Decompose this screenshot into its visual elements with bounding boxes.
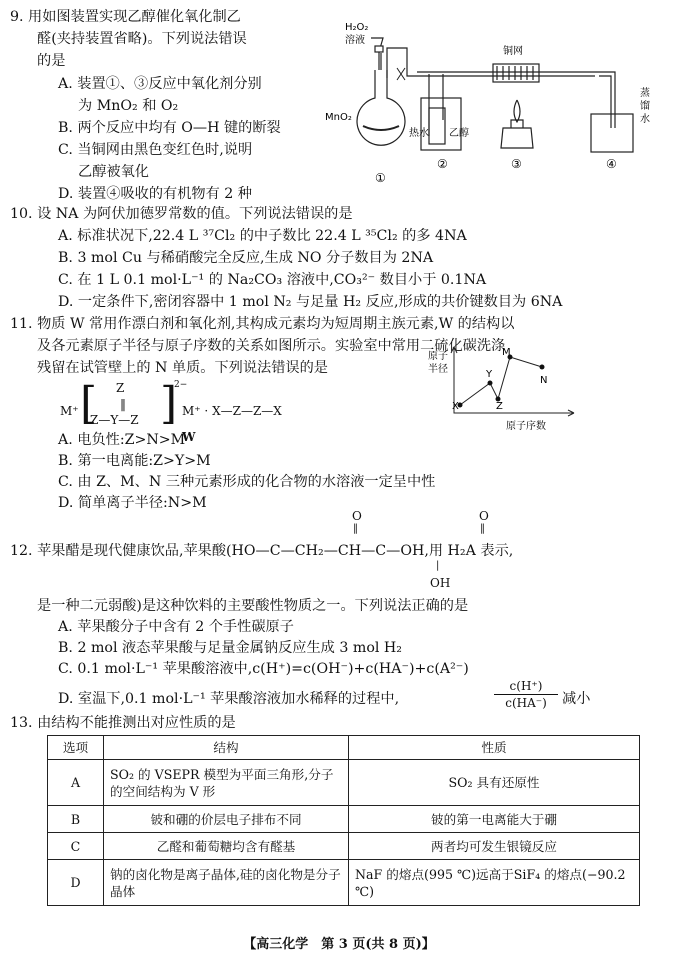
- point-label-m: M: [502, 347, 511, 358]
- q9-option-a-line2: 为 MnO₂ 和 O₂: [78, 98, 179, 114]
- q9-option-a-line1: A. 装置①、③反应中氧化剂分别: [58, 76, 262, 92]
- page-footer: 【高三化学 第 3 页(共 8 页)】: [243, 937, 435, 952]
- q12-stem-line2: 是一种二元弱酸)是这种饮料的主要酸性物质之一。下列说法正确的是: [37, 598, 469, 614]
- w-row: Z—Y—Z: [90, 413, 139, 427]
- label-distilled-2: 馏: [640, 101, 650, 112]
- row-b-option: B: [48, 806, 104, 833]
- label-2: ②: [437, 157, 448, 171]
- q12-dbl-2: ‖: [480, 523, 485, 534]
- label-h2o2: H₂O₂: [345, 22, 369, 33]
- q9-option-b: B. 两个反应中均有 O—H 键的断裂: [58, 120, 281, 136]
- label-mno2: MnO₂: [325, 112, 352, 123]
- label-distilled-3: 水: [640, 114, 650, 125]
- w-bracket-right: ]: [160, 378, 178, 429]
- point-label-x: X: [452, 401, 459, 412]
- q11-option-b: B. 第一电离能:Z>Y>M: [58, 453, 211, 469]
- q11-option-d: D. 简单离子半径:N>M: [58, 495, 207, 511]
- q11-stem-line3: 残留在试管壁上的 N 单质。下列说法错误的是: [37, 360, 328, 376]
- q12-oh: OH: [430, 576, 451, 590]
- row-c-structure: 乙醛和葡萄糖均含有醛基: [104, 833, 349, 860]
- q9-apparatus-figure: [325, 8, 665, 186]
- label-1: ①: [375, 171, 386, 185]
- point-label-z: Z: [496, 401, 503, 412]
- w-label: W: [182, 430, 196, 444]
- q12-stem-line1: 12. 苹果醋是现代健康饮品,苹果酸(HO—C—CH₂—CH—C—OH,用 H₂A 表示,: [10, 543, 514, 559]
- w-z-top: Z: [116, 381, 125, 395]
- q10-option-d: D. 一定条件下,密闭容器中 1 mol N₂ 与足量 H₂ 反应,形成的共价键数目为 6NA: [58, 294, 563, 310]
- label-solution: 溶液: [345, 35, 365, 46]
- q9-option-c-line2: 乙醇被氧化: [78, 164, 149, 180]
- q9-stem-line2: 醛(夹持装置省略)。下列说法错误: [37, 31, 247, 47]
- row-a-property: SO₂ 具有还原性: [349, 760, 640, 806]
- w-m-left: M⁺: [60, 404, 79, 418]
- chart-ylabel-1: 原子: [428, 351, 448, 362]
- q12-option-b: B. 2 mol 液态苹果酸与足量金属钠反应生成 3 mol H₂: [58, 640, 402, 656]
- table-header-row: [48, 736, 640, 760]
- q12-dbl-1: ‖: [353, 523, 358, 534]
- q12-bond-oh: |: [436, 560, 440, 571]
- q10-option-a: A. 标准状况下,22.4 L ³⁷Cl₂ 的中子数比 22.4 L ³⁵Cl₂ 的多 4NA: [58, 228, 467, 244]
- header-structure: 结构: [104, 736, 349, 760]
- q11-option-c: C. 由 Z、M、N 三种元素形成的化合物的水溶液一定呈中性: [58, 474, 436, 490]
- table-row: [48, 760, 640, 806]
- row-d-property: NaF 的熔点(995 ℃)远高于SiF₄ 的熔点(−90.2 ℃): [349, 860, 640, 906]
- w-m-right: M⁺ · X—Z—Z—X: [182, 404, 282, 418]
- q9-option-d: D. 装置④吸收的有机物有 2 种: [58, 186, 252, 202]
- q13-stem: 13. 由结构不能推测出对应性质的是: [10, 715, 236, 731]
- label-3: ③: [511, 157, 522, 171]
- row-c-option: C: [48, 833, 104, 860]
- row-b-property: 铍的第一电离能大于硼: [349, 806, 640, 833]
- q12-frac-den: c(HA⁻): [505, 696, 547, 710]
- q13-table: [47, 735, 640, 906]
- point-label-y: Y: [486, 369, 493, 380]
- q11-option-a: A. 电负性:Z>N>M: [58, 432, 186, 448]
- q12-o-1: O: [352, 509, 362, 523]
- label-distilled-1: 蒸: [640, 88, 650, 99]
- row-c-property: 两者均可发生银镜反应: [349, 833, 640, 860]
- q11-stem-line2: 及各元素原子半径与原子序数的关系如图所示。实验室中常用二硫化碳洗涤: [37, 338, 506, 354]
- q12-frac-num: c(H⁺): [494, 679, 558, 695]
- q11-stem-line1: 11. 物质 W 常用作漂白剂和氧化剂,其构成元素均为短周期主族元素,W 的结构以: [10, 316, 515, 332]
- row-d-option: D: [48, 860, 104, 906]
- header-property: 性质: [349, 736, 640, 760]
- q12-option-c: C. 0.1 mol·L⁻¹ 苹果酸溶液中,c(H⁺)=c(OH⁻)+c(HA⁻)+c(A²⁻): [58, 661, 469, 677]
- w-charge: 2−: [174, 380, 188, 390]
- q10-option-b: B. 3 mol Cu 与稀硝酸完全反应,生成 NO 分子数目为 2NA: [58, 250, 434, 266]
- q9-stem-line3: 的是: [37, 53, 66, 69]
- label-hot-water: 热水: [409, 128, 429, 139]
- point-y: [488, 381, 493, 386]
- label-4: ④: [606, 157, 617, 171]
- q12-o-2: O: [479, 509, 489, 523]
- row-a-structure: SO₂ 的 VSEPR 模型为平面三角形,分子的空间结构为 V 形: [104, 760, 349, 806]
- q10-stem: 10. 设 NA 为阿伏加德罗常数的值。下列说法错误的是: [10, 206, 353, 222]
- point-n: [540, 365, 545, 370]
- w-bracket-left: [: [80, 378, 98, 429]
- row-a-option: A: [48, 760, 104, 806]
- row-b-structure: 铍和硼的价层电子排布不同: [104, 806, 349, 833]
- table-row: [48, 833, 640, 860]
- q9-stem-line1: 9. 用如图装置实现乙醇催化氧化制乙: [10, 9, 241, 25]
- header-option: 选项: [48, 736, 104, 760]
- chart-ylabel-2: 半径: [428, 364, 448, 375]
- label-copper-mesh: 铜网: [503, 46, 523, 57]
- chart-line-xyz: [460, 357, 542, 405]
- label-ethanol: 乙醇: [449, 128, 469, 139]
- chart-xlabel: 原子序数: [506, 421, 546, 432]
- q11-radius-chart: [424, 345, 604, 437]
- row-d-structure: 钠的卤化物是离子晶体,硅的卤化物是分子晶体: [104, 860, 349, 906]
- table-row: [48, 806, 640, 833]
- q10-option-c: C. 在 1 L 0.1 mol·L⁻¹ 的 Na₂CO₃ 溶液中,CO₃²⁻ 数目小于 0.1NA: [58, 272, 487, 288]
- point-label-n: N: [540, 375, 548, 386]
- q12-option-d-post: 减小: [562, 691, 591, 707]
- table-row: [48, 860, 640, 906]
- w-double-bond: ‖: [120, 397, 126, 411]
- q12-option-d-pre: D. 室温下,0.1 mol·L⁻¹ 苹果酸溶液加水稀释的过程中,: [58, 691, 400, 707]
- q9-option-c-line1: C. 当铜网由黑色变红色时,说明: [58, 142, 253, 158]
- q12-option-a: A. 苹果酸分子中含有 2 个手性碳原子: [58, 619, 294, 635]
